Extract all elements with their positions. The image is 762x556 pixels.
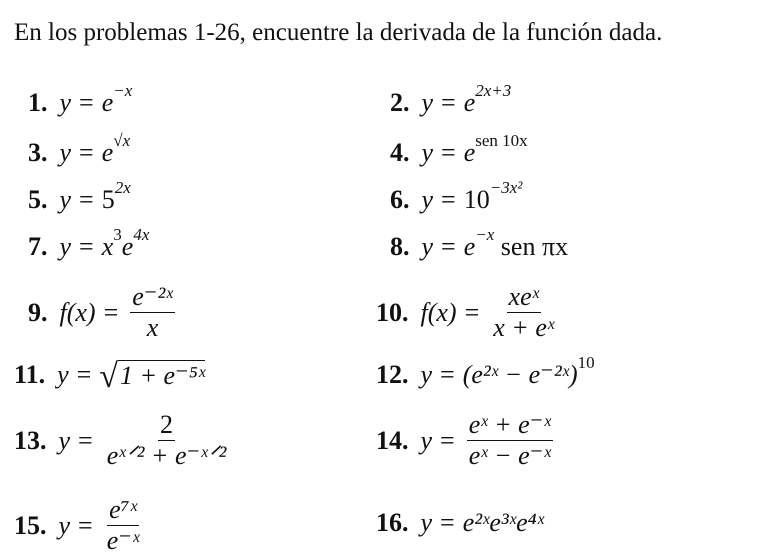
- problem-4: 4. y = e sen 10x: [390, 131, 528, 167]
- problem-number: 3.: [28, 138, 48, 167]
- problem-number: 16.: [376, 508, 409, 537]
- lhs: y: [58, 425, 71, 455]
- problem-number: 13.: [14, 425, 47, 455]
- expression: (e²ˣ − e⁻²ˣ): [462, 360, 578, 389]
- base: 5: [101, 185, 115, 214]
- problem-11: 11. y = √ 1 + e⁻⁵ˣ: [14, 358, 206, 395]
- base: e: [101, 88, 114, 117]
- exponent: −x: [475, 225, 495, 244]
- exponent: sen 10x: [475, 131, 528, 150]
- factor-x: x: [101, 232, 114, 261]
- denominator: x + eˣ: [493, 313, 555, 342]
- problem-7: 7. y = x 3 e 4x: [28, 225, 150, 261]
- fraction: [130, 282, 174, 343]
- base: e: [463, 88, 476, 117]
- tail-term: sen πx: [500, 232, 569, 261]
- problem-number: 10.: [376, 297, 409, 327]
- exponent: −3x²: [489, 178, 523, 197]
- denominator: e⁻ˣ: [106, 526, 140, 555]
- fraction: [105, 495, 142, 556]
- problem-14: 14. y = $\frac{\text{eˣ + e⁻ˣ}}{\text{eˣ − e⁻ˣ}}$: [376, 410, 551, 470]
- problem-number: 4.: [390, 138, 410, 167]
- lhs: y: [59, 88, 72, 117]
- expression: e²ˣe³ˣe⁴ˣ: [462, 508, 544, 537]
- exponent: 4x: [133, 225, 150, 244]
- base: 10: [463, 185, 490, 214]
- factor-e: e: [121, 232, 134, 261]
- denominator: eˣᐟ² + e⁻ˣᐟ²: [106, 441, 227, 470]
- problem-2: 2. y = e 2x+3: [390, 81, 512, 117]
- problem-number: 1.: [28, 88, 48, 117]
- lhs: f(x): [59, 297, 96, 327]
- problem-number: 6.: [390, 185, 410, 214]
- problem-number: 9.: [28, 297, 48, 327]
- fraction: [467, 410, 553, 471]
- fraction: [105, 410, 229, 471]
- problem-3: 3. y = e √x: [28, 131, 131, 167]
- problem-6: 6. y = 10 −3x²: [390, 178, 523, 214]
- lhs: y: [420, 508, 433, 537]
- lhs: y: [421, 138, 434, 167]
- lhs: y: [59, 232, 72, 261]
- fraction: [491, 282, 556, 343]
- exponent: 10: [577, 353, 595, 372]
- problem-8: 8. y = e −x sen πx: [390, 225, 569, 261]
- lhs: y: [421, 185, 434, 214]
- problem-5: 5. y = 5 2x: [28, 178, 131, 214]
- problem-16: 16. y = e²ˣe³ˣe⁴ˣ: [376, 508, 544, 537]
- exponent: 3: [113, 225, 122, 244]
- intro-text: En los problemas 1-26, encuentre la derivada de la función dada.: [14, 19, 663, 46]
- lhs: f(x): [420, 297, 457, 327]
- problem-number: 2.: [390, 88, 410, 117]
- problem-number: 7.: [28, 232, 48, 261]
- base: e: [463, 232, 476, 261]
- problem-number: 12.: [376, 360, 409, 389]
- lhs: y: [59, 138, 72, 167]
- problem-15: 15. y = $\frac{\text{e⁷ˣ}}{\text{e⁻ˣ}}$: [14, 495, 140, 555]
- radicand: 1 + e⁻⁵ˣ: [119, 360, 206, 390]
- lhs: y: [57, 360, 69, 389]
- numerator: 2: [160, 410, 174, 439]
- problem-1: 1. y = e −x: [28, 81, 133, 117]
- exponent: 2x: [114, 178, 131, 197]
- numerator: xeˣ: [508, 282, 539, 311]
- problem-number: 15.: [14, 510, 47, 540]
- problem-number: 11.: [14, 360, 46, 389]
- base: e: [463, 138, 476, 167]
- problem-number: 8.: [390, 232, 410, 261]
- problem-number: 5.: [28, 185, 48, 214]
- problem-12: 12. y = (e²ˣ − e⁻²ˣ) 10: [376, 353, 595, 389]
- numerator: e⁻²ˣ: [132, 282, 173, 311]
- problem-9: 9. f(x) = $\frac{\text{e⁻²ˣ}}{x}$: [28, 282, 173, 342]
- denominator: eˣ − e⁻ˣ: [468, 441, 551, 470]
- problem-number: 14.: [376, 425, 409, 455]
- problem-10: 10. f(x) = $\frac{\text{xeˣ}}{\text{x + eˣ}}$: [376, 282, 555, 342]
- lhs: y: [421, 232, 434, 261]
- lhs: y: [59, 185, 72, 214]
- exponent: −x: [113, 81, 133, 100]
- base: e: [101, 138, 114, 167]
- numerator: e⁷ˣ: [109, 495, 137, 524]
- lhs: y: [420, 360, 433, 389]
- denominator: x: [146, 313, 159, 342]
- exponent: 2x+3: [475, 81, 512, 100]
- exponent: √x: [113, 131, 131, 150]
- radical-sign: √: [99, 358, 118, 395]
- problem-13: 13. y = $\frac{2}{\text{eˣᐟ² + e⁻ˣᐟ²}}$: [14, 410, 227, 470]
- lhs: y: [58, 510, 71, 540]
- lhs: y: [420, 425, 433, 455]
- lhs: y: [421, 88, 434, 117]
- numerator: eˣ + e⁻ˣ: [468, 410, 551, 439]
